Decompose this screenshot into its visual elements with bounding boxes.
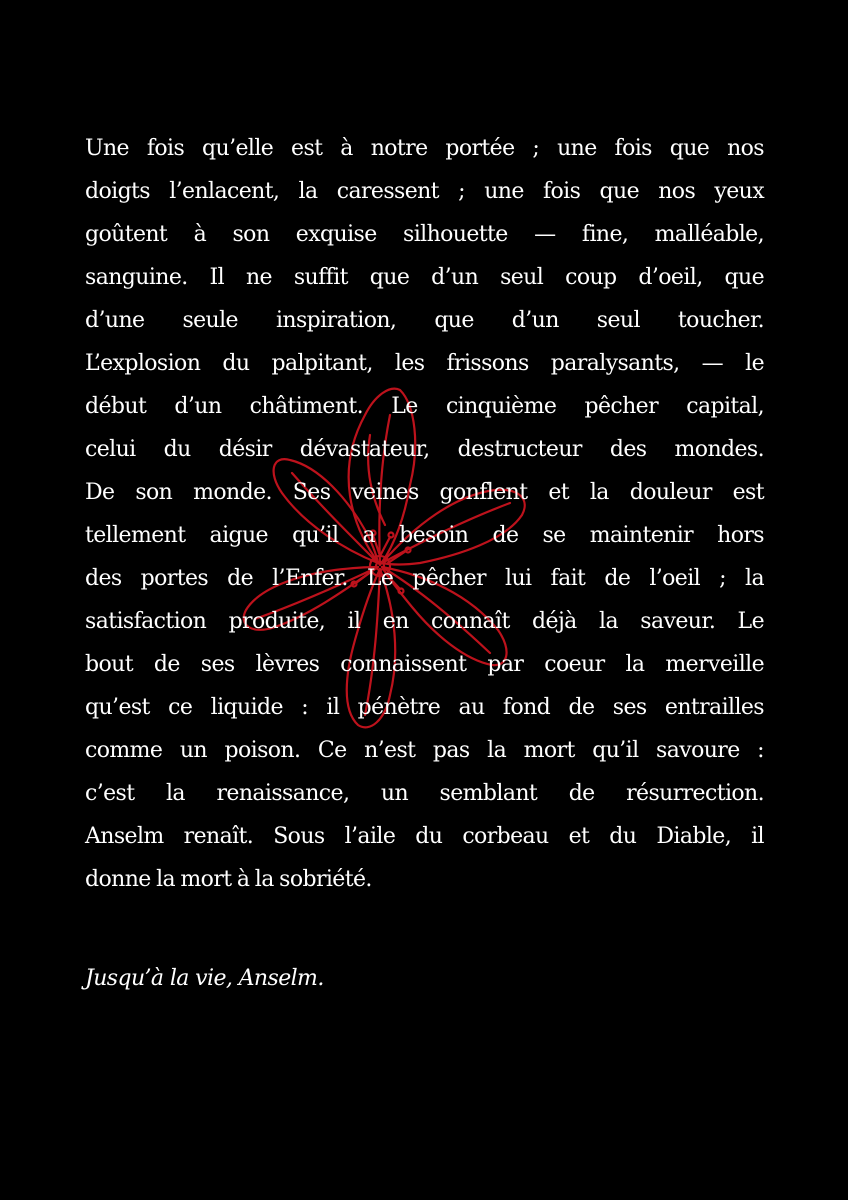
text-line: celui du désir dévastateur, destructeur des mondes. xyxy=(85,437,764,462)
text-line: des portes de l’Enfer. Le pêcher lui fait de l’oeil ; la xyxy=(85,566,764,591)
text-line: De son monde. Ses veines gonflent et la douleur est xyxy=(85,480,764,505)
text-line: comme un poison. Ce n’est pas la mort qu’il savoure : xyxy=(85,738,764,763)
text-line: d’une seule inspiration, que d’un seul toucher. xyxy=(85,308,764,333)
text-line: c’est la renaissance, un semblant de résurrection. xyxy=(85,781,764,806)
text-line: bout de ses lèvres connaissent par coeur la merveille xyxy=(85,652,764,677)
text-line: Une fois qu’elle est à notre portée ; une fois que nos xyxy=(85,136,764,161)
text-line: satisfaction produite, il en connaît déjà la saveur. Le xyxy=(85,609,764,634)
text-line: Anselm renaît. Sous l’aile du corbeau et du Diable, il xyxy=(85,824,764,849)
text-line: L’explosion du palpitant, les frissons paralysants, — le xyxy=(85,351,764,376)
text-line: début d’un châtiment. Le cinquième pêcher capital, xyxy=(85,394,764,419)
signature: Jusqu’à la vie, Anselm. xyxy=(85,966,324,991)
body-text xyxy=(85,127,764,901)
text-line: goûtent à son exquise silhouette — fine, malléable, xyxy=(85,222,764,247)
text-line: qu’est ce liquide : il pénètre au fond de ses entrailles xyxy=(85,695,764,720)
text-line: doigts l’enlacent, la caressent ; une fois que nos yeux xyxy=(85,179,764,204)
text-line: sanguine. Il ne suffit que d’un seul coup d’oeil, que xyxy=(85,265,764,290)
text-line: tellement aigue qu’il a besoin de se maintenir hors xyxy=(85,523,764,548)
text-line: donne la mort à la sobriété. xyxy=(85,867,372,892)
